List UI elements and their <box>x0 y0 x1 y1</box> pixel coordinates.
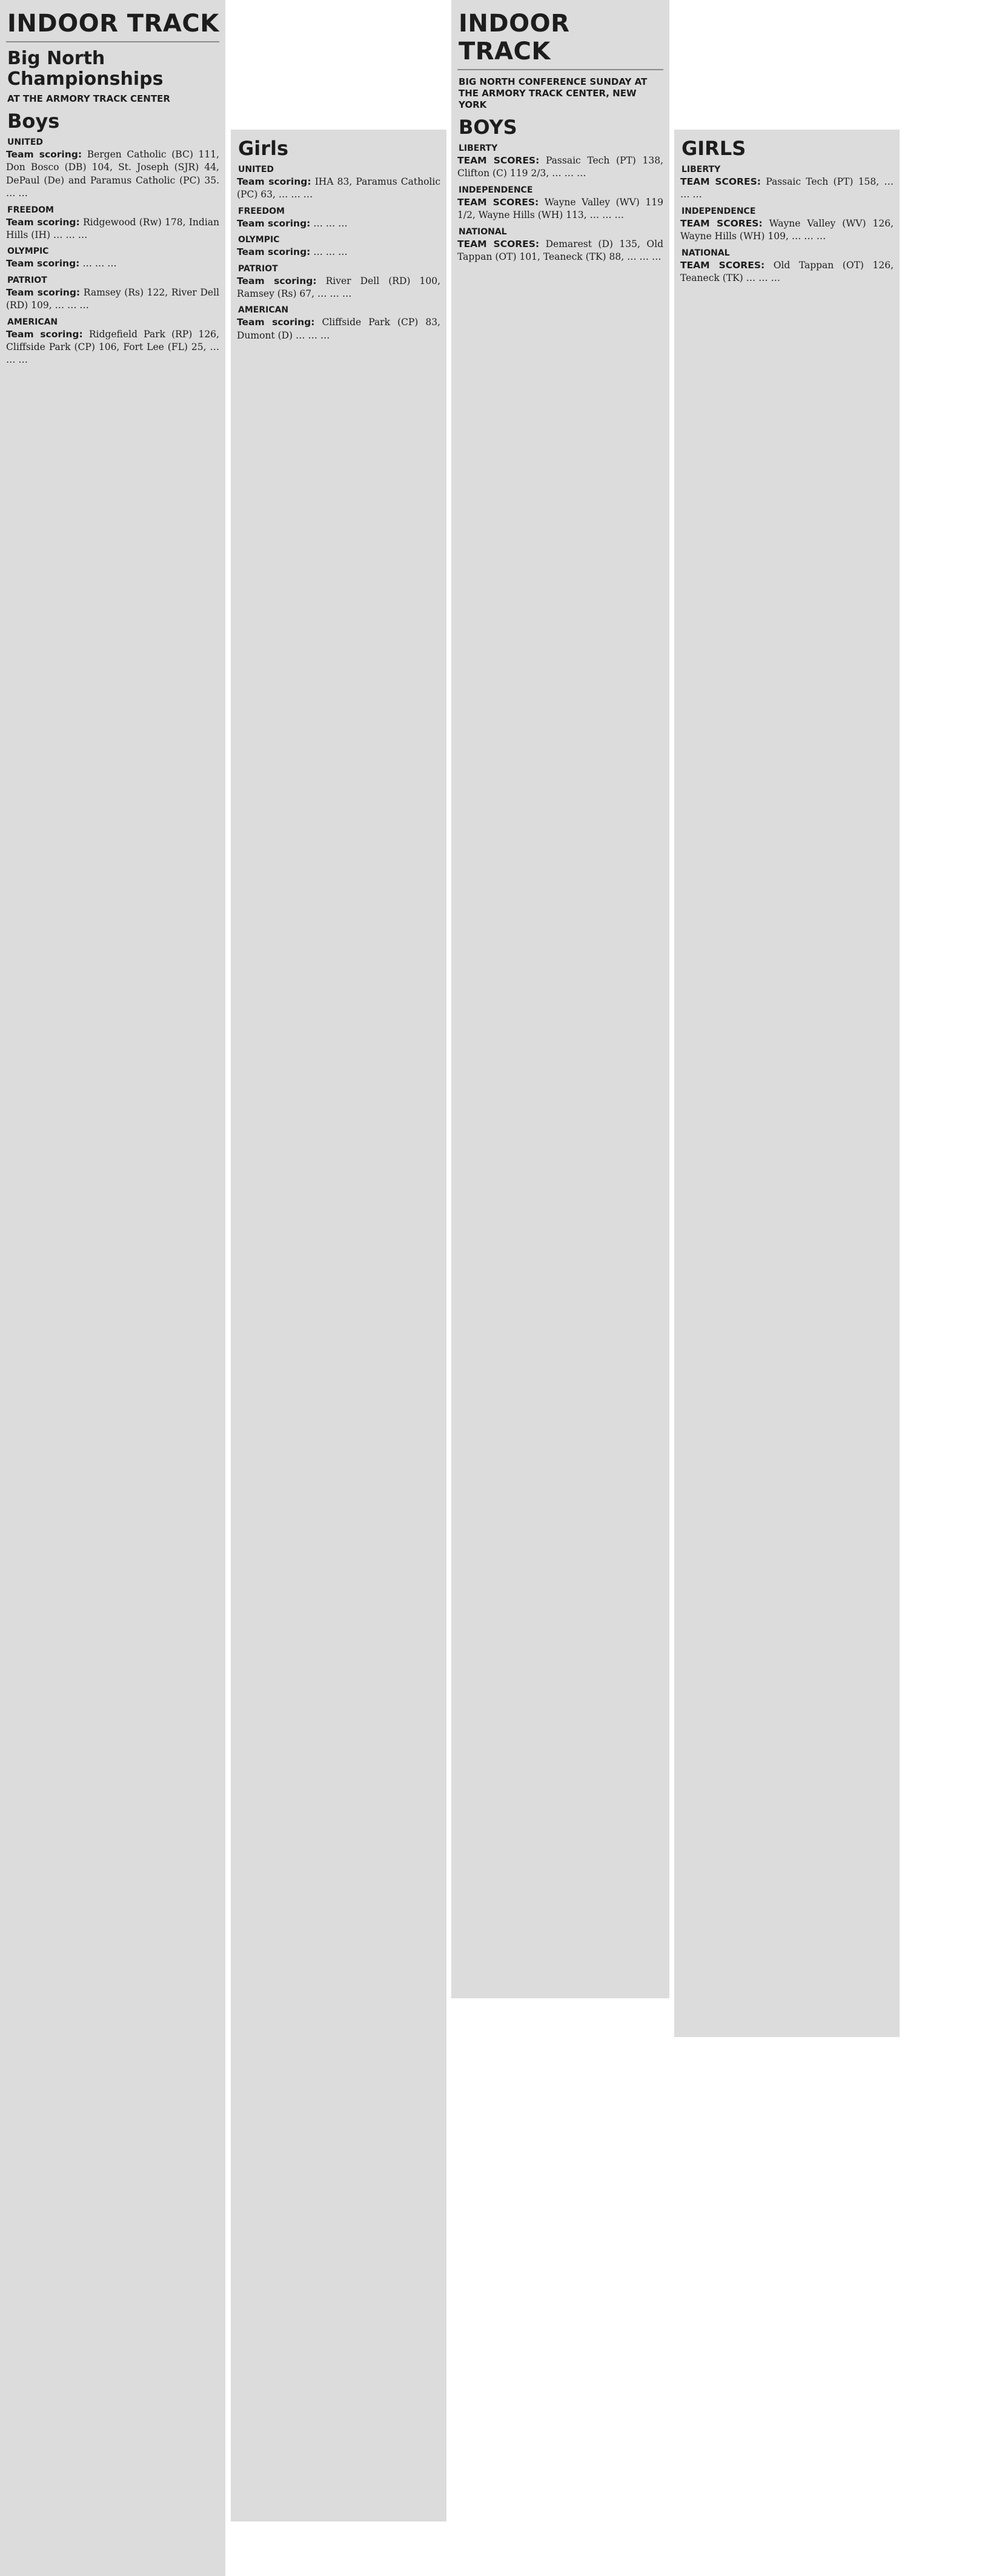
results-block-freedom <box>6 205 219 242</box>
meet-title: Big North Championships <box>7 48 164 90</box>
results-text: … … … <box>313 246 348 258</box>
team-scores-label: TEAM SCORES: <box>457 155 540 166</box>
results-block-freedom <box>237 206 440 230</box>
division-results <box>6 328 219 367</box>
meet-subtitle: BIG NORTH CONFERENCE SUNDAY AT THE ARMORY TRACK CENTER, NEW YORK <box>459 76 648 110</box>
results-column-2 <box>231 130 446 2522</box>
division-heading: OLYMPIC <box>7 246 49 257</box>
results-column-3 <box>451 0 669 1998</box>
division-heading: FREEDOM <box>238 206 285 216</box>
team-scoring-label: Team scoring: <box>6 258 80 269</box>
results-block-liberty <box>457 144 663 180</box>
section-band-title: INDOOR TRACK <box>7 10 219 38</box>
results-block-american <box>237 305 440 342</box>
division-heading: NATIONAL <box>459 226 507 237</box>
results-text: Ridgewood (Rw) 178, Indian Hills (IH) … … … <box>6 216 219 241</box>
results-block-national <box>680 248 894 285</box>
division-heading: INDEPENDENCE <box>459 185 533 195</box>
results-block-patriot <box>6 276 219 312</box>
results-text: … … … <box>82 258 117 269</box>
division-heading: LIBERTY <box>682 165 721 174</box>
division-results <box>6 216 219 242</box>
division-results <box>6 286 219 312</box>
results-text: … … … <box>313 217 348 229</box>
results-text: Wayne Valley (WV) 126, Wayne Hills (WH) 109, … … … <box>680 217 894 242</box>
division-heading: PATRIOT <box>238 263 278 274</box>
results-block-olympic <box>6 246 219 270</box>
results-block-american <box>6 317 219 367</box>
division-heading: PATRIOT <box>7 275 47 285</box>
team-scoring-label: Team scoring: <box>237 176 311 187</box>
team-scores-label: TEAM SCORES: <box>457 238 540 249</box>
division-heading: UNITED <box>238 165 274 174</box>
team-scoring-label: Team scoring: <box>237 275 317 286</box>
division-results <box>680 176 894 202</box>
results-text: Demarest (D) 135, Old Tappan (OT) 101, Teaneck (TK) 88, … … … <box>457 238 663 263</box>
division-heading: UNITED <box>7 137 44 147</box>
division-results <box>680 259 894 285</box>
results-block-united <box>6 137 219 200</box>
meet-subtitle: AT THE ARMORY TRACK CENTER <box>7 93 170 104</box>
division-heading: AMERICAN <box>7 317 58 327</box>
results-block-united <box>237 165 440 202</box>
division-results <box>237 176 440 202</box>
results-column-4 <box>674 130 900 2037</box>
division-heading: INDEPENDENCE <box>682 206 756 216</box>
results-block-patriot <box>237 264 440 301</box>
section-band-title: INDOOR TRACK <box>459 10 570 65</box>
division-results <box>6 257 219 270</box>
divider <box>6 41 219 42</box>
division-heading: LIBERTY <box>459 144 498 153</box>
results-text: IHA 83, Paramus Catholic (PC) 63, … … … <box>237 176 440 200</box>
division-results <box>457 238 663 264</box>
division-results <box>457 154 663 180</box>
results-block-independence <box>680 206 894 243</box>
team-scores-label: TEAM SCORES: <box>457 196 539 208</box>
division-results <box>237 275 440 301</box>
results-text: Wayne Valley (WV) 119 1/2, Wayne Hills (WH) 113, … … … <box>457 196 663 221</box>
division-results <box>237 246 440 259</box>
division-heading: NATIONAL <box>682 248 730 258</box>
division-results <box>237 217 440 230</box>
results-text: Ridgefield Park (RP) 126, Cliffside Park (CP) 106, Fort Lee (FL) 25, … … … <box>6 328 219 366</box>
results-block-olympic <box>237 235 440 259</box>
team-scoring-label: Team scoring: <box>237 246 311 258</box>
results-block-independence <box>457 185 663 222</box>
gender-heading-boys: Boys <box>7 110 60 133</box>
division-heading: AMERICAN <box>238 305 289 315</box>
division-heading: OLYMPIC <box>238 235 280 245</box>
results-text: Ramsey (Rs) 122, River Dell (RD) 109, … … … <box>6 286 219 311</box>
team-scores-label: TEAM SCORES: <box>680 176 761 187</box>
team-scoring-label: Team scoring: <box>237 317 315 328</box>
team-scores-label: TEAM SCORES: <box>680 217 763 229</box>
results-text: Passaic Tech (PT) 138, Clifton (C) 119 2/3, … … … <box>457 155 663 179</box>
team-scoring-label: Team scoring: <box>237 217 311 229</box>
results-text: Cliffside Park (CP) 83, Dumont (D) … … … <box>237 317 440 341</box>
results-block-national <box>457 227 663 264</box>
results-text: Bergen Catholic (BC) 111, Don Bosco (DB) 104, St. Joseph (SJR) 44, DePaul (De) and Paramus Catholic (PC) 35. … … <box>6 149 219 199</box>
gender-heading-girls: Girls <box>238 137 289 160</box>
division-results <box>237 316 440 342</box>
division-results <box>6 148 219 200</box>
team-scoring-label: Team scoring: <box>6 328 83 340</box>
results-text: Passaic Tech (PT) 158, … … … <box>680 176 894 200</box>
division-results <box>457 196 663 222</box>
results-text: Old Tappan (OT) 126, Teaneck (TK) … … … <box>680 259 894 284</box>
division-results <box>680 217 894 243</box>
results-text: River Dell (RD) 100, Ramsey (Rs) 67, … … … <box>237 275 440 300</box>
results-block-liberty <box>680 165 894 202</box>
team-scoring-label: Team scoring: <box>6 286 81 298</box>
divider <box>457 69 663 70</box>
gender-heading-girls: GIRLS <box>682 137 746 160</box>
division-heading: FREEDOM <box>7 205 54 215</box>
team-scores-label: TEAM SCORES: <box>680 259 765 271</box>
gender-heading-boys: BOYS <box>459 116 517 139</box>
team-scoring-label: Team scoring: <box>6 216 80 228</box>
team-scoring-label: Team scoring: <box>6 149 82 160</box>
results-column-1 <box>0 0 225 2576</box>
